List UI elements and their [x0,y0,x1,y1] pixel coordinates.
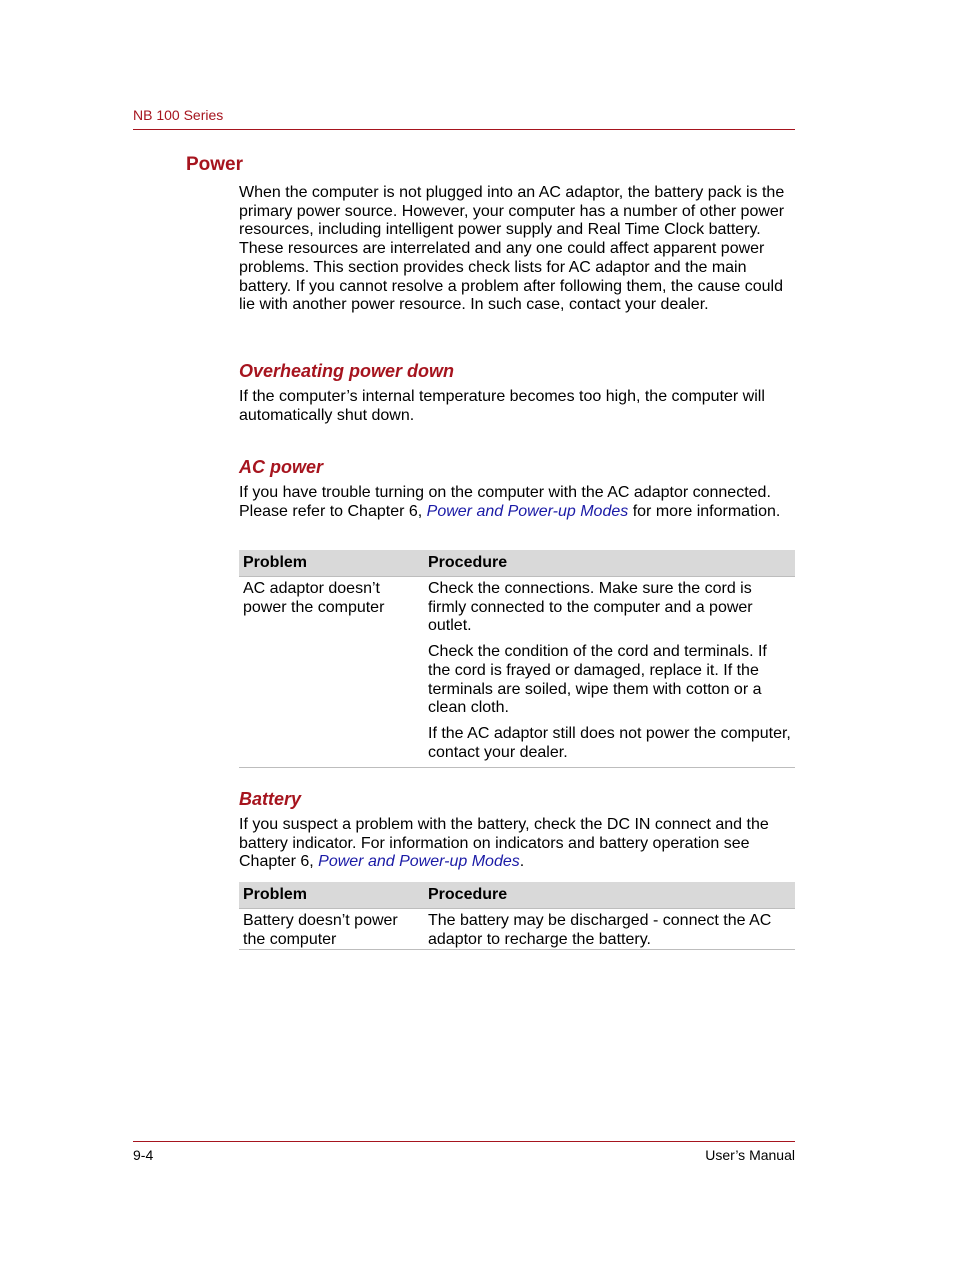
running-header [133,106,795,130]
ac-power-text-before: If you have trouble turning on the computer with the AC adaptor connected. Please refer to Chapter 6, [239,484,771,520]
running-footer [133,1141,795,1164]
column-header-procedure: Procedure [424,550,795,577]
table-header-row [239,882,795,909]
battery-paragraph [239,816,795,872]
series-name: NB 100 Series [133,107,224,123]
table-header-row [239,550,795,577]
power-intro-paragraph: When the computer is not plugged into an AC adaptor, the battery pack is the primary power source. However, your computer has a number of other power resources, including intelligent power supply and Real Time Clock battery. These resources are interrelated and any one could affect apparent power problems. This section provides check lists for AC adaptor and the main battery. If you cannot resolve a problem after following them, the cause could lie with another power resource. In such case, contact your dealer. [239,184,785,314]
battery-text-after: . [519,853,525,871]
manual-title: User’s Manual [705,1147,795,1163]
ac-power-text-after: for more information. [628,502,781,520]
subsection-title-battery: Battery [239,789,302,809]
problem-cell: Battery doesn’t power the computer [239,909,424,950]
column-header-problem: Problem [239,882,424,909]
table-row [239,577,795,768]
table-row [239,909,795,950]
procedure-step: Check the connections. Make sure the cord is firmly connected to the computer and a power outlet. [428,580,753,635]
battery-chapter-link[interactable]: Power and Power-up Modes [318,853,520,871]
overheating-paragraph: If the computer’s internal temperature becomes too high, the computer will automatically shut down. [239,388,765,424]
procedure-step: Check the condition of the cord and terminals. If the cord is frayed or damaged, replace it. If the terminals are soiled, wipe them with cotton or a clean cloth. [428,643,767,717]
section-title-power: Power [186,154,244,175]
procedure-step: If the AC adaptor still does not power the computer, contact your dealer. [428,724,791,761]
problem-cell: AC adaptor doesn’t power the computer [239,577,424,768]
ac-power-table [239,550,795,768]
procedure-cell [424,577,795,768]
subsection-title-ac-power: AC power [239,457,324,477]
page-number: 9-4 [133,1147,154,1163]
column-header-procedure: Procedure [424,882,795,909]
ac-power-chapter-link[interactable]: Power and Power-up Modes [426,502,629,520]
column-header-problem: Problem [239,550,424,577]
ac-power-paragraph [239,484,795,521]
subsection-title-overheating: Overheating power down [239,361,455,381]
battery-text-before: If you suspect a problem with the battery, check the DC IN connect and the battery indicator. For information on indicators and battery operation see Chapter 6, [239,816,769,871]
battery-table [239,882,795,950]
procedure-cell: The battery may be discharged - connect the AC adaptor to recharge the battery. [424,909,795,950]
